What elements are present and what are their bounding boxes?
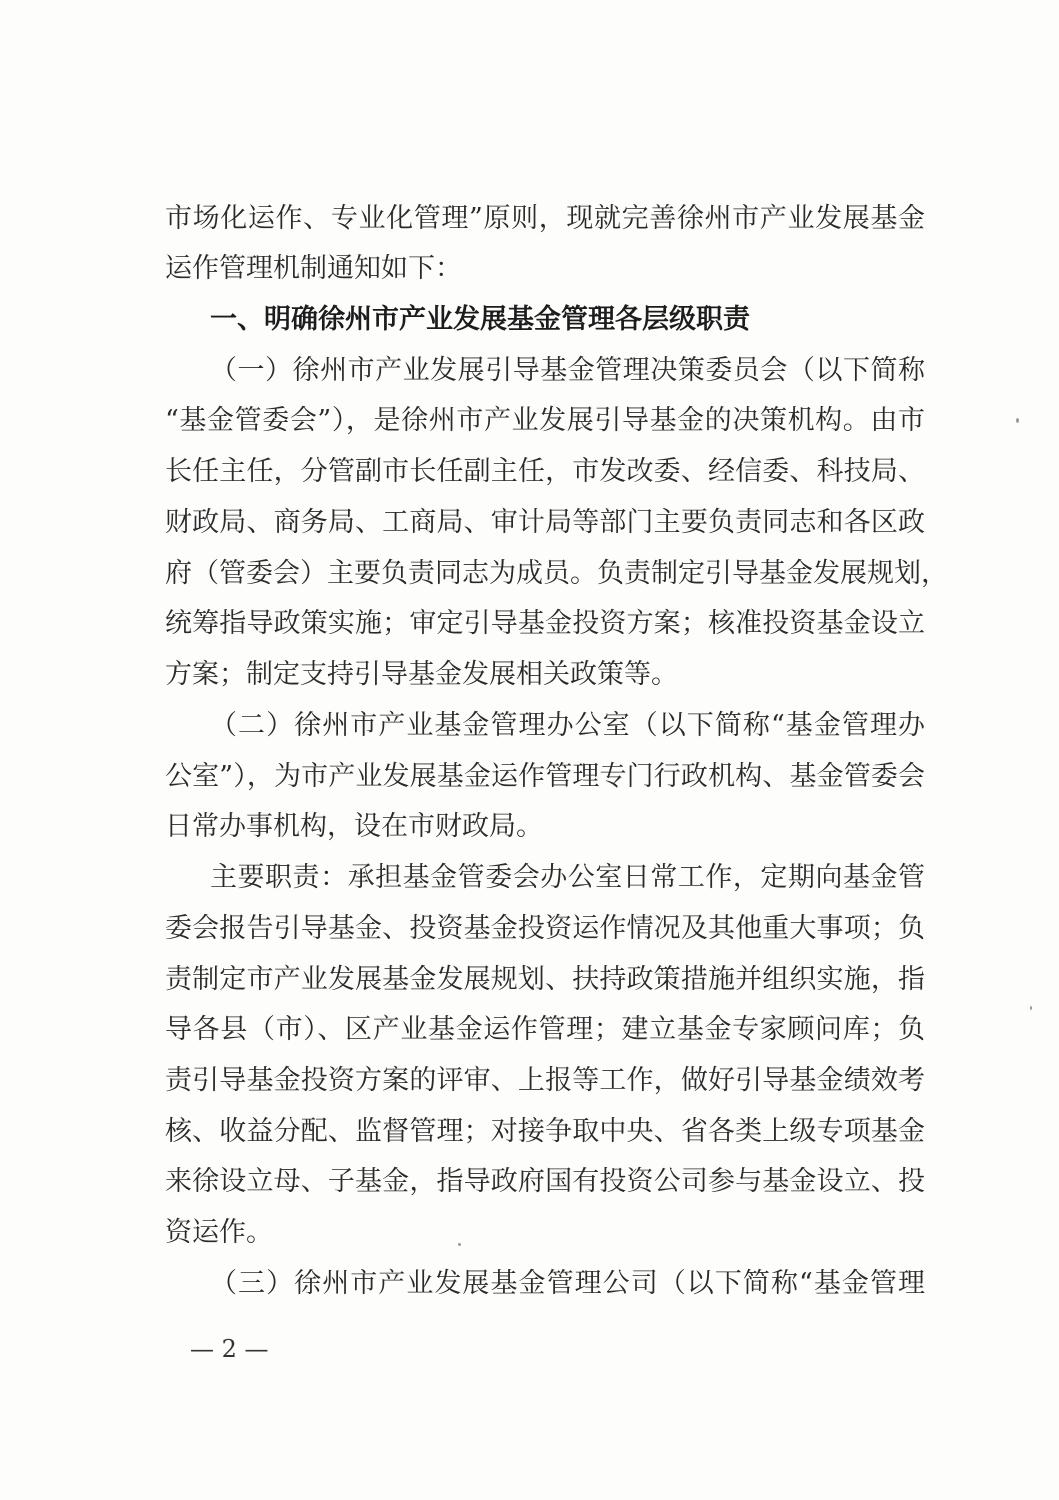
body-line-21: 资运作。: [165, 1217, 273, 1248]
body-line-6: 长任主任，分管副市长任副主任，市发改委、经信委、科技局、: [165, 456, 925, 487]
body-line-20: 来徐设立母、子基金，指导政府国有投资公司参与基金设立、投: [165, 1166, 925, 1197]
scan-speck: [1030, 1006, 1032, 1010]
body-line-22: （三）徐州市产业发展基金管理公司（以下简称“基金管理: [210, 1268, 925, 1299]
body-line-2: 运作管理机制通知如下：: [165, 253, 462, 284]
body-line-7: 财政局、商务局、工商局、审计局等部门主要负责同志和各区政: [165, 507, 925, 538]
body-line-10: 方案；制定支持引导基金发展相关政策等。: [165, 659, 678, 690]
body-line-17: 导各县（市）、区产业基金运作管理；建立基金专家顾问库；负: [165, 1014, 925, 1045]
body-line-14: 主要职责：承担基金管委会办公室日常工作，定期向基金管: [210, 862, 925, 893]
section-heading: 一、明确徐州市产业发展基金管理各层级职责: [210, 304, 750, 335]
page-number: — 2 —: [190, 1335, 269, 1363]
body-line-16: 责制定市产业发展基金发展规划、扶持政策措施并组织实施，指: [165, 964, 925, 995]
body-line-13: 日常办事机构，设在市财政局。: [165, 811, 543, 842]
body-line-18: 责引导基金投资方案的评审、上报等工作，做好引导基金绩效考: [165, 1065, 925, 1096]
body-line-4: （一）徐州市产业发展引导基金管理决策委员会（以下简称: [210, 355, 925, 386]
body-line-5: “基金管委会”），是徐州市产业发展引导基金的决策机构。由市: [165, 405, 925, 436]
body-line-8: 府（管委会）主要负责同志为成员。负责制定引导基金发展规划，: [165, 558, 948, 589]
body-line-1: 市场化运作、专业化管理”原则，现就完善徐州市产业发展基金: [165, 203, 925, 234]
scan-speck: [1016, 418, 1019, 423]
body-line-15: 委会报告引导基金、投资基金投资运作情况及其他重大事项；负: [165, 913, 925, 944]
body-line-12: 公室”），为市产业发展基金运作管理专门行政机构、基金管委会: [165, 761, 925, 792]
body-line-19: 核、收益分配、监督管理；对接争取中央、省各类上级专项基金: [165, 1116, 925, 1147]
body-line-11: （二）徐州市产业基金管理办公室（以下简称“基金管理办: [210, 710, 925, 741]
body-line-9: 统筹指导政策实施；审定引导基金投资方案；核准投资基金设立: [165, 608, 925, 639]
scan-speck: [458, 1243, 461, 1246]
